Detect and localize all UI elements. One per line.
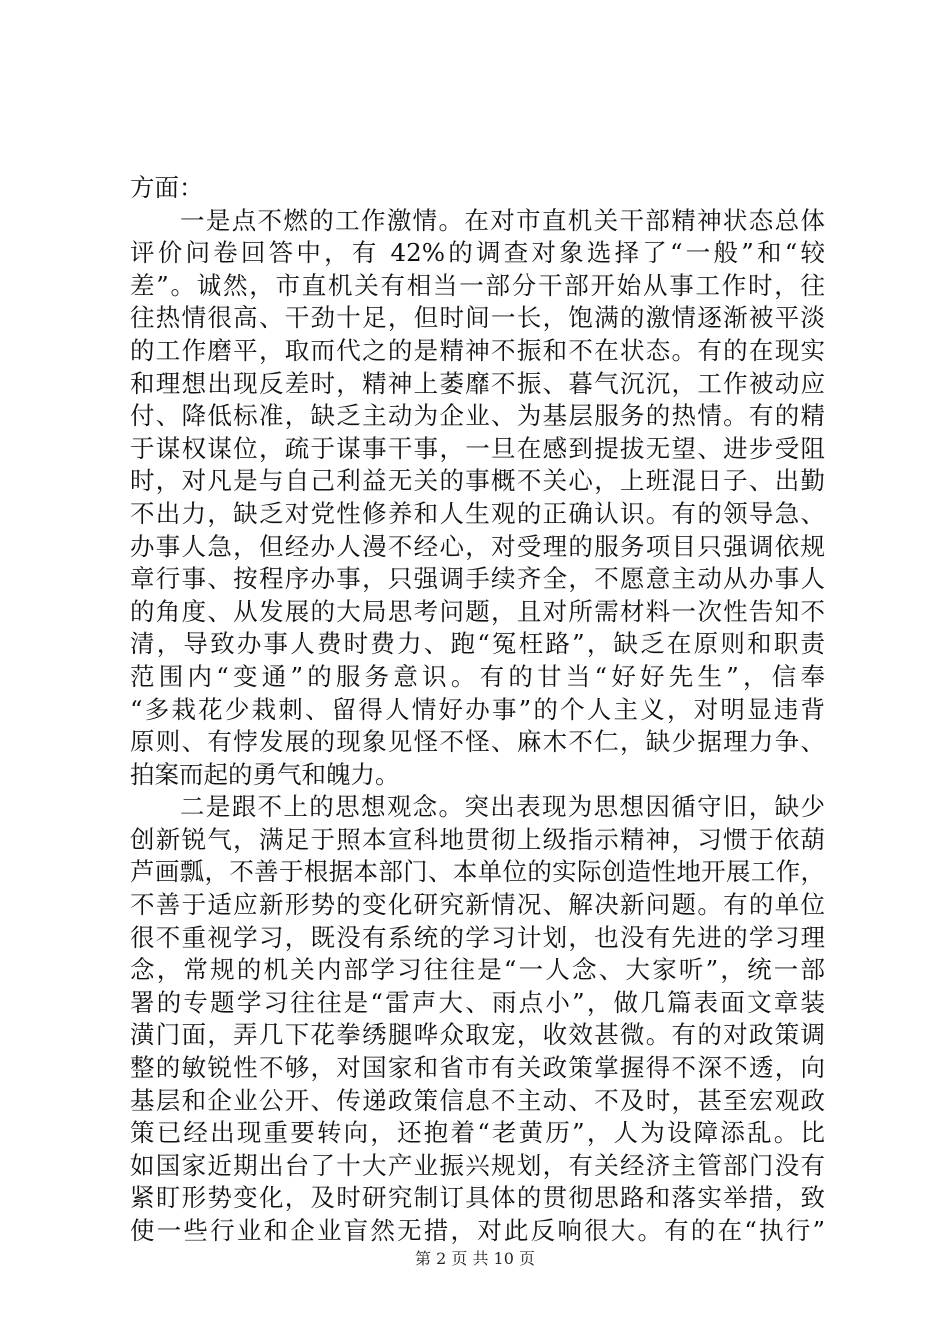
text-line: 章行事、按程序办事，只强调手续齐全，不愿意主动从办事人 xyxy=(130,564,825,594)
text-line: 方面： xyxy=(130,173,204,202)
text-line: 办事人急，但经办人漫不经心，对受理的服务项目只强调依规 xyxy=(130,531,825,561)
text-line: 一是点不燃的工作激情。在对市直机关干部精神状态总体 xyxy=(180,205,825,235)
text-line: 原则、有悖发展的现象见怪不怪、麻木不仁，缺少据理力争、 xyxy=(130,727,825,757)
text-line: 和理想出现反差时，精神上萎靡不振、暮气沉沉，工作被动应 xyxy=(130,368,825,398)
text-line: 不善于适应新形势的变化研究新情况、解决新问题。有的单位 xyxy=(130,890,825,920)
text-line: 潢门面，弄几下花拳绣腿哗众取宠，收效甚微。有的对政策调 xyxy=(130,1020,825,1050)
text-line: 付、降低标准，缺乏主动为企业、为基层服务的热情。有的精 xyxy=(130,401,825,431)
document-body xyxy=(130,172,825,1248)
text-line: “多栽花少栽刺、留得人情好办事”的个人主义，对明显违背 xyxy=(130,694,825,724)
text-line: 整的敏锐性不够，对国家和省市有关政策掌握得不深不透，向 xyxy=(130,1053,825,1083)
text-line: 念，常规的机关内部学习往往是“一人念、大家听”，统一部 xyxy=(130,955,825,985)
text-line: 芦画瓢，不善于根据本部门、本单位的实际创造性地开展工作， xyxy=(130,857,825,887)
text-line: 差”。诚然，市直机关有相当一部分干部开始从事工作时，往 xyxy=(130,270,825,300)
text-line: 署的专题学习往往是“雷声大、雨点小”，做几篇表面文章装 xyxy=(130,987,825,1017)
text-line: 往热情很高、干劲十足，但时间一长，饱满的激情逐渐被平淡 xyxy=(130,303,825,333)
text-line: 的角度、从发展的大局思考问题，且对所需材料一次性告知不 xyxy=(130,596,825,626)
text-line: 如国家近期出台了十大产业振兴规划，有关经济主管部门没有 xyxy=(130,1150,825,1180)
text-line: 策已经出现重要转向，还抱着“老黄历”，人为设障添乱。比 xyxy=(130,1118,825,1148)
text-line: 的工作磨平，取而代之的是精神不振和不在状态。有的在现实 xyxy=(130,335,825,365)
text-line: 创新锐气，满足于照本宣科地贯彻上级指示精神，习惯于依葫 xyxy=(130,824,825,854)
text-line: 评价问卷回答中，有 42%的调查对象选择了“一般”和“较 xyxy=(130,238,825,268)
text-line: 使一些行业和企业盲然无措，对此反响很大。有的在“执行” xyxy=(130,1216,825,1245)
text-line: 清，导致办事人费时费力、跑“冤枉路”，缺乏在原则和职责 xyxy=(130,629,825,659)
text-line: 二是跟不上的思想观念。突出表现为思想因循守旧，缺少 xyxy=(180,792,825,822)
text-line: 拍案而起的勇气和魄力。 xyxy=(130,759,400,789)
page-footer: 第 2 页 共 10 页 xyxy=(415,1249,535,1268)
text-line: 时，对凡是与自己利益无关的事概不关心，上班混日子、出勤 xyxy=(130,466,825,496)
text-line: 紧盯形势变化，及时研究制订具体的贯彻思路和落实举措，致 xyxy=(130,1183,825,1213)
text-line: 范围内“变通”的服务意识。有的甘当“好好先生”，信奉 xyxy=(130,661,825,691)
text-line: 于谋权谋位，疏于谋事干事，一旦在感到提拔无望、进步受阻 xyxy=(130,433,825,463)
text-line: 很不重视学习，既没有系统的学习计划，也没有先进的学习理 xyxy=(130,922,825,952)
text-line: 不出力，缺乏对党性修养和人生观的正确认识。有的领导急、 xyxy=(130,498,825,528)
text-line: 基层和企业公开、传递政策信息不主动、不及时，甚至宏观政 xyxy=(130,1085,825,1115)
